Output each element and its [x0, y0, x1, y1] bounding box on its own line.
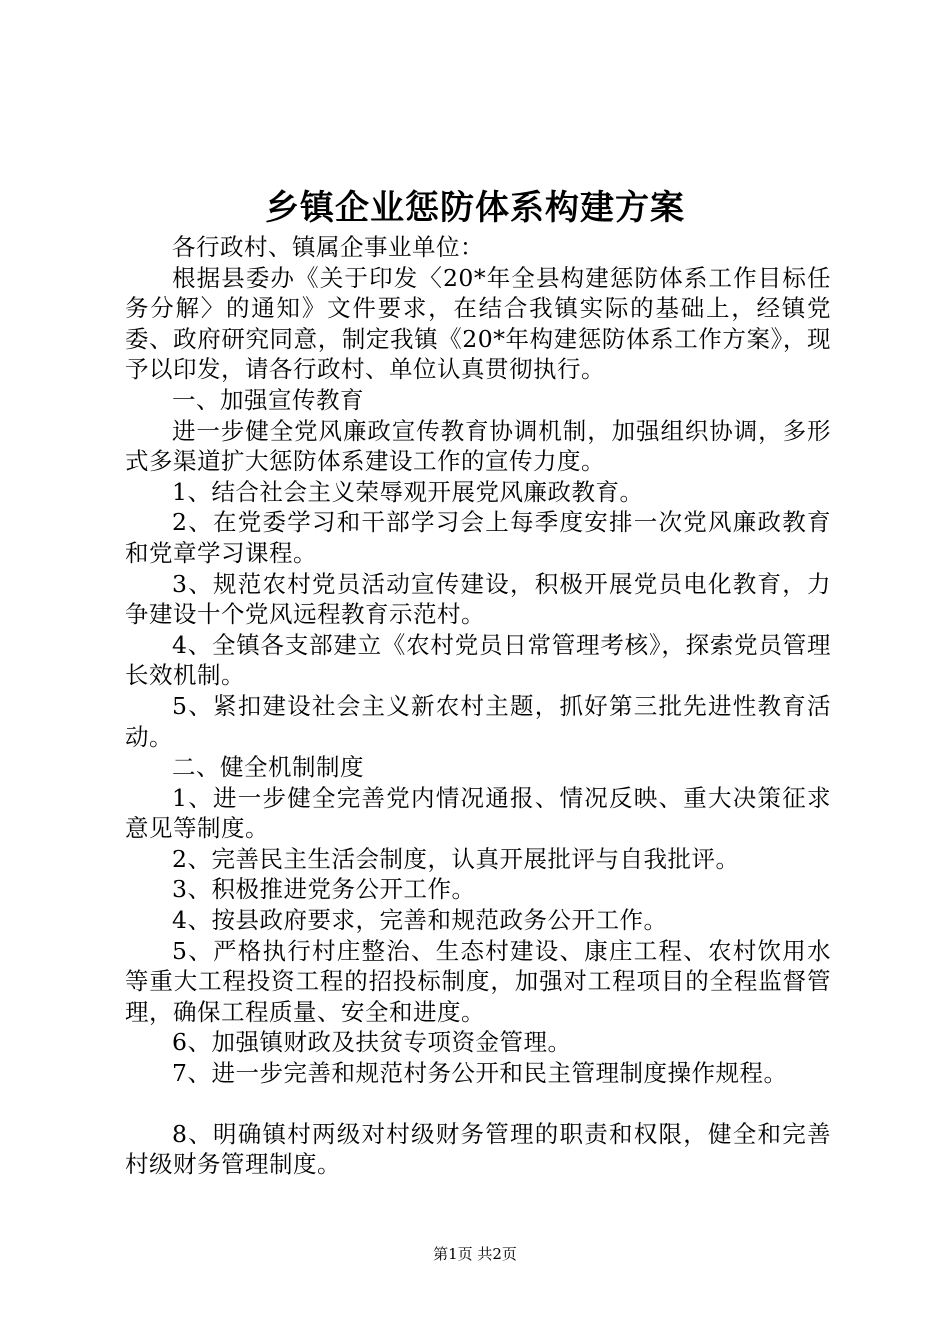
section-heading-2: 二、健全机制制度 — [172, 753, 364, 782]
list-item: 3、规范农村党员活动宣传建设，积极开展党员电化教育，力争建设十个党风远程教育示范村。 — [125, 569, 831, 629]
list-item: 8、明确镇村两级对村级财务管理的职责和权限，健全和完善村级财务管理制度。 — [125, 1119, 831, 1179]
document-body — [125, 232, 831, 1180]
paragraph-salutation: 各行政村、镇属企事业单位： — [172, 233, 484, 261]
paragraph: 进一步健全党风廉政宣传教育协调机制，加强组织协调，多形式多渠道扩大惩防体系建设工作的宣传力度。 — [125, 416, 831, 476]
list-item: 5、严格执行村庄整治、生态村建设、康庄工程、农村饮用水等重大工程投资工程的招投标制度，加强对工程项目的全程监督管理，确保工程质量、安全和进度。 — [125, 936, 831, 1026]
list-item: 3、积极推进党务公开工作。 — [172, 875, 476, 904]
list-item: 2、完善民主生活会制度，认真开展批评与自我批评。 — [172, 844, 740, 873]
section-heading-1: 一、加强宣传教育 — [172, 385, 364, 414]
list-item: 1、进一步健全完善党内情况通报、情况反映、重大决策征求意见等制度。 — [125, 783, 831, 843]
list-item: 6、加强镇财政及扶贫专项资金管理。 — [172, 1028, 572, 1057]
document-title: 乡镇企业惩防体系构建方案 — [265, 188, 685, 228]
list-item: 7、进一步完善和规范村务公开和民主管理制度操作规程。 — [172, 1059, 788, 1088]
list-item: 1、结合社会主义荣辱观开展党风廉政教育。 — [172, 477, 644, 506]
page-footer: 第1页 共2页 — [433, 1245, 517, 1263]
list-item: 4、按县政府要求，完善和规范政务公开工作。 — [172, 906, 668, 935]
list-item: 5、紧扣建设社会主义新农村主题，抓好第三批先进性教育活动。 — [125, 691, 831, 751]
paragraph-intro: 根据县委办《关于印发〈20*年全县构建惩防体系工作目标任务分解〉的通知》文件要求，在结合我镇实际的基础上，经镇党委、政府研究同意，制定我镇《20*年构建惩防体系工作方案》，现予以印发，请各行政村、单位认真贯彻执行。 — [125, 263, 831, 384]
list-item: 2、在党委学习和干部学习会上每季度安排一次党风廉政教育和党章学习课程。 — [125, 508, 831, 567]
list-item: 4、全镇各支部建立《农村党员日常管理考核》，探索党员管理长效机制。 — [125, 630, 831, 690]
